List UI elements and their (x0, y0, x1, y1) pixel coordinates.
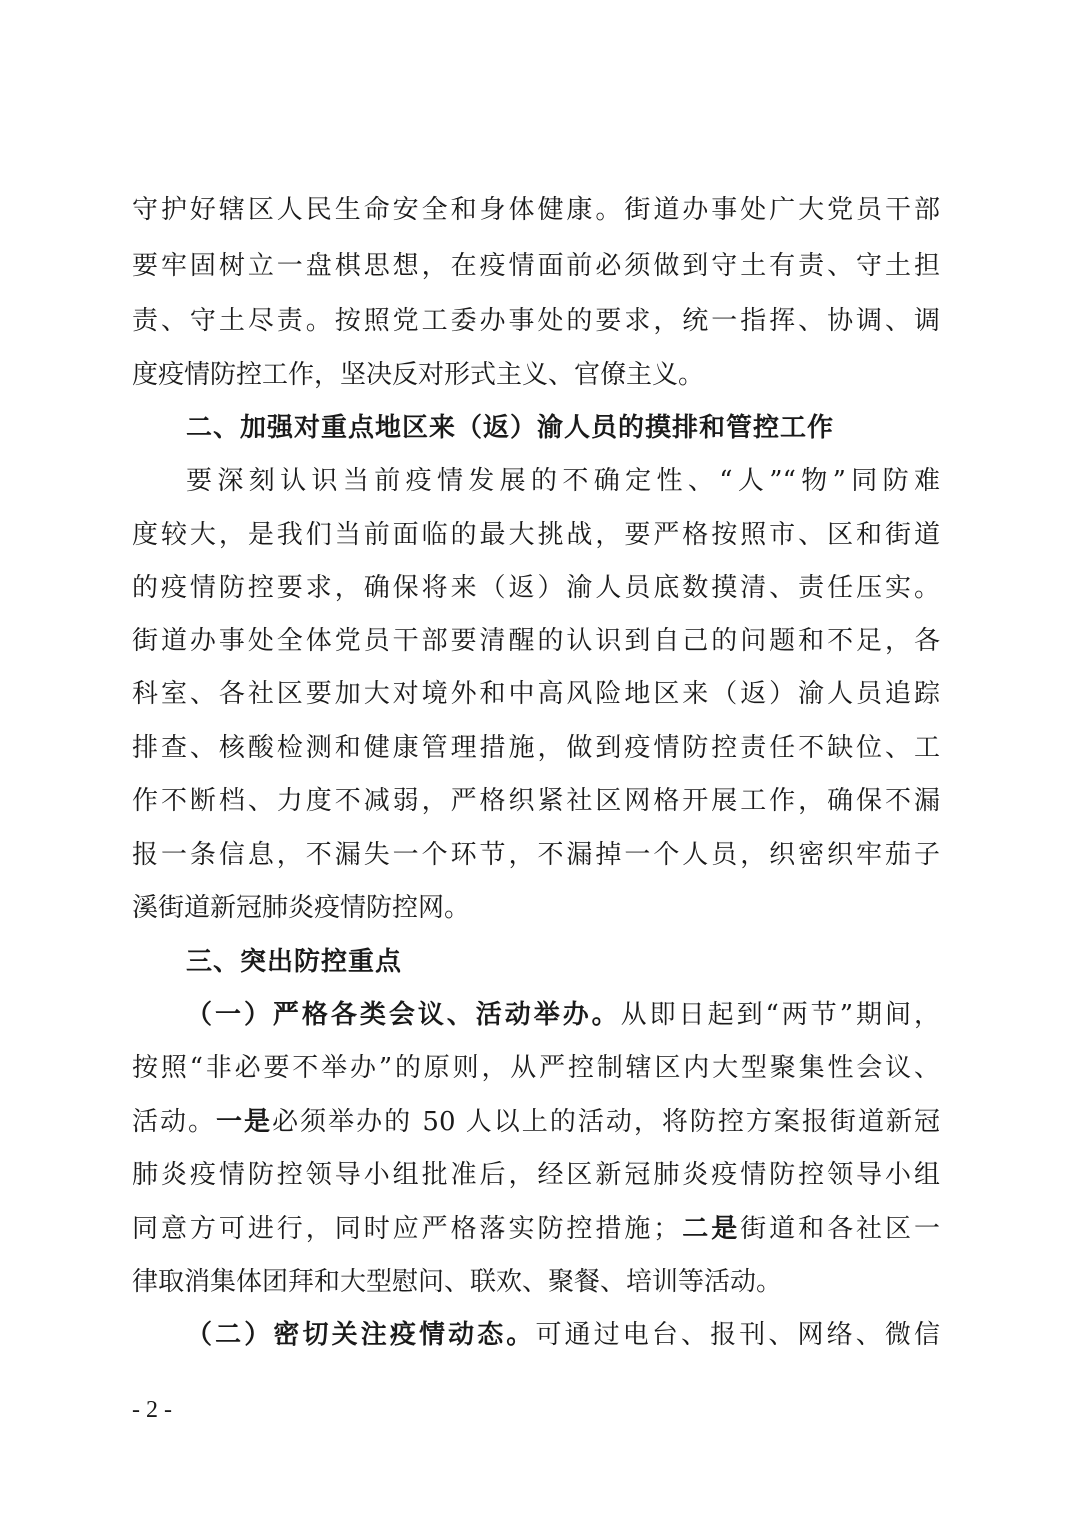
section-heading-3: 三、突出防控重点 (186, 947, 403, 977)
emphasis-text: 二是 (679, 1214, 741, 1244)
body-line: 报一条信息，不漏失一个环节，不漏掉一个人员，织密织牢茄子 (132, 840, 940, 870)
body-line: 要牢固树立一盘棋思想，在疫情面前必须做到守土有责、守土担 (132, 251, 940, 281)
body-line: 科室、各社区要加大对境外和中高风险地区来（返）渝人员追踪 (132, 679, 940, 709)
body-line (132, 1096, 940, 1148)
body-line: 要深刻认识当前疫情发展的不确定性、“人”“物”同防难 (186, 466, 940, 496)
body-text: 从即日起到“两节”期间， (620, 1000, 940, 1030)
body-line: 守护好辖区人民生命安全和身体健康。街道办事处广大党员干部 (132, 195, 940, 225)
body-text: 必须举办的 50 人以上的活动，将防控方案报街道新冠 (272, 1107, 940, 1137)
body-text: 活动。 (132, 1107, 217, 1137)
body-line: 街道办事处全体党员干部要清醒的认识到自己的问题和不足，各 (132, 626, 940, 656)
body-line (132, 1203, 940, 1255)
body-line (186, 1309, 940, 1361)
body-line: 责、守土尽责。按照党工委办事处的要求，统一指挥、协调、调 (132, 306, 940, 336)
body-line: 的疫情防控要求，确保将来（返）渝人员底数摸清、责任压实。 (132, 573, 940, 603)
body-line: 肺炎疫情防控领导小组批准后，经区新冠肺炎疫情防控领导小组 (132, 1160, 940, 1190)
section-heading-2: 二、加强对重点地区来（返）渝人员的摸排和管控工作 (186, 413, 835, 443)
body-text: 同意方可进行，同时应严格落实防控措施； (132, 1214, 680, 1244)
body-text: 可通过电台、报刊、网络、微信 (535, 1320, 940, 1350)
body-line: 按照“非必要不举办”的原则，从严控制辖区内大型聚集性会议、 (132, 1053, 940, 1083)
body-line: 律取消集体团拜和大型慰问、联欢、聚餐、培训等活动。 (132, 1267, 783, 1297)
subheading-2: （二）密切关注疫情动态。 (186, 1320, 536, 1350)
body-line: 排查、核酸检测和健康管理措施，做到疫情防控责任不缺位、工 (132, 733, 940, 763)
body-line: 作不断档、力度不减弱，严格织紧社区网格开展工作，确保不漏 (132, 786, 940, 816)
body-line: 溪街道新冠肺炎疫情防控网。 (132, 893, 471, 923)
body-line (186, 989, 940, 1041)
body-text: 街道和各社区一 (740, 1214, 940, 1244)
emphasis-text: 一是 (216, 1107, 273, 1137)
body-line: 度较大，是我们当前面临的最大挑战，要严格按照市、区和街道 (132, 520, 940, 550)
body-line: 度疫情防控工作，坚决反对形式主义、官僚主义。 (132, 360, 705, 390)
subheading-1: （一）严格各类会议、活动举办。 (186, 1000, 621, 1030)
page-number: - 2 - (132, 1397, 172, 1423)
